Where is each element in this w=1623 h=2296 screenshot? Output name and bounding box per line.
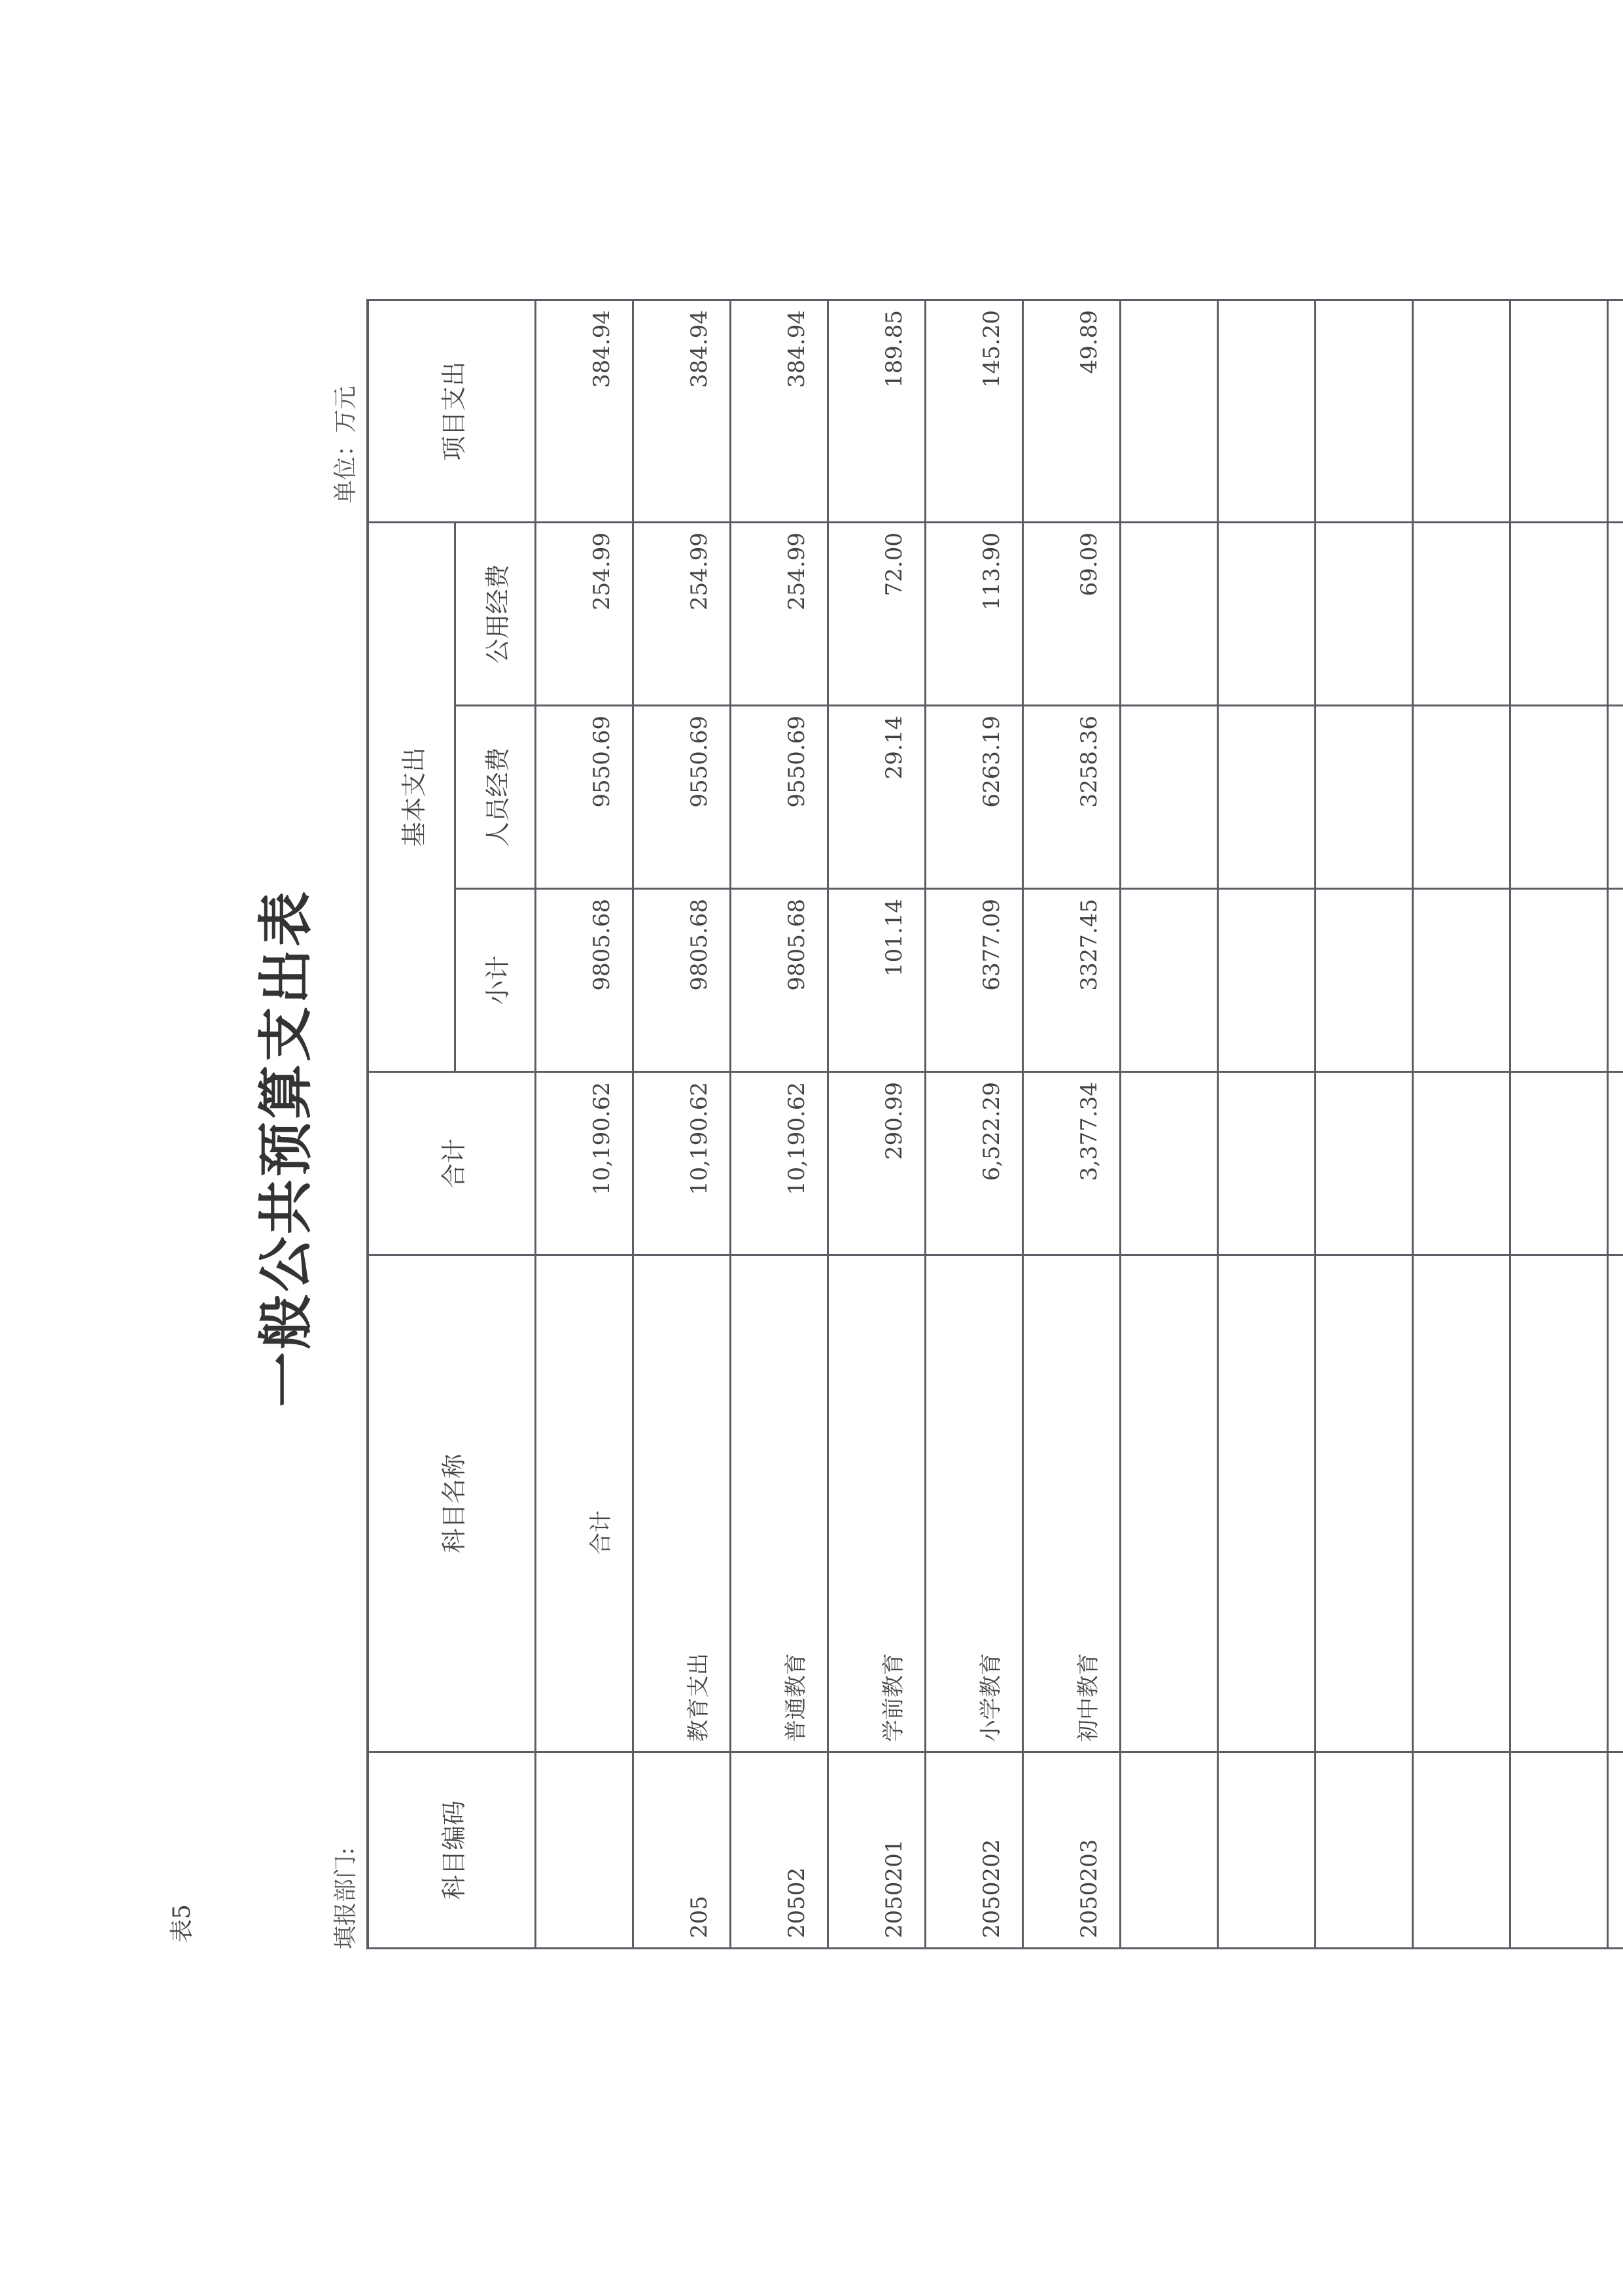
cell-total [1413, 1072, 1510, 1255]
cell-public [1413, 522, 1510, 705]
header-personnel: 人员经费 [455, 706, 536, 889]
cell-personnel [1218, 706, 1316, 889]
cell-project [1608, 300, 1623, 522]
cell-subtotal [1218, 889, 1316, 1072]
cell-total: 10,190.62 [633, 1072, 731, 1255]
cell-public [1218, 522, 1316, 705]
header-project: 项目支出 [368, 300, 536, 522]
cell-total [1510, 1072, 1608, 1255]
cell-subtotal: 6377.09 [926, 889, 1023, 1072]
cell-name [1608, 1255, 1623, 1752]
cell-code [1218, 1752, 1316, 1949]
page-title: 一般公共预算支出表 [253, 889, 318, 1408]
cell-project: 384.94 [633, 300, 731, 522]
budget-table [366, 299, 1623, 1949]
cell-public: 69.09 [1023, 522, 1121, 705]
cell-name: 合计 [536, 1255, 633, 1752]
cell-personnel: 6263.19 [926, 706, 1023, 889]
header-public: 公用经费 [455, 522, 536, 705]
cell-public: 113.90 [926, 522, 1023, 705]
cell-name: 普通教育 [731, 1255, 828, 1752]
cell-code: 205 [633, 1752, 731, 1949]
cell-name [1316, 1255, 1413, 1752]
header-name: 科目名称 [368, 1255, 536, 1752]
cell-project [1316, 300, 1413, 522]
cell-code: 2050201 [828, 1752, 926, 1949]
cell-personnel: 29.14 [828, 706, 926, 889]
cell-project: 189.85 [828, 300, 926, 522]
cell-public [1316, 522, 1413, 705]
cell-subtotal [1413, 889, 1510, 1072]
cell-total [1121, 1072, 1218, 1255]
cell-project [1413, 300, 1510, 522]
cell-name: 学前教育 [828, 1255, 926, 1752]
cell-personnel: 9550.69 [536, 706, 633, 889]
cell-personnel: 3258.36 [1023, 706, 1121, 889]
cell-name [1510, 1255, 1608, 1752]
cell-project: 384.94 [731, 300, 828, 522]
cell-subtotal: 3327.45 [1023, 889, 1121, 1072]
table-row [1413, 300, 1510, 1948]
cell-public [1510, 522, 1608, 705]
cell-project [1121, 300, 1218, 522]
cell-name [1121, 1255, 1218, 1752]
cell-personnel [1413, 706, 1510, 889]
cell-subtotal [1510, 889, 1608, 1072]
table-row [731, 300, 828, 1948]
table-row [1608, 300, 1623, 1948]
header-total: 合计 [368, 1072, 536, 1255]
cell-subtotal: 9805.68 [633, 889, 731, 1072]
cell-name [1218, 1255, 1316, 1752]
unit-label: 单位：万元 [332, 385, 359, 504]
cell-total: 10,190.62 [536, 1072, 633, 1255]
cell-personnel: 9550.69 [633, 706, 731, 889]
cell-total: 10,190.62 [731, 1072, 828, 1255]
cell-subtotal [1121, 889, 1218, 1072]
cell-total: 6,522.29 [926, 1072, 1023, 1255]
cell-total [1218, 1072, 1316, 1255]
cell-total [1316, 1072, 1413, 1255]
cell-name: 初中教育 [1023, 1255, 1121, 1752]
table-row [633, 300, 731, 1948]
cell-code [1510, 1752, 1608, 1949]
cell-code [1608, 1752, 1623, 1949]
cell-project: 145.20 [926, 300, 1023, 522]
table-row [1023, 300, 1121, 1948]
cell-subtotal [1316, 889, 1413, 1072]
header-basic: 基本支出 [368, 522, 455, 1071]
cell-total: 3,377.34 [1023, 1072, 1121, 1255]
table-body [536, 300, 1623, 1948]
cell-project [1218, 300, 1316, 522]
cell-public: 254.99 [536, 522, 633, 705]
cell-total: 290.99 [828, 1072, 926, 1255]
cell-name [1413, 1255, 1510, 1752]
cell-personnel: 9550.69 [731, 706, 828, 889]
cell-code: 2050203 [1023, 1752, 1121, 1949]
table-row [1218, 300, 1316, 1948]
cell-code [536, 1752, 633, 1949]
cell-public [1608, 522, 1623, 705]
table-number: 表5 [169, 1904, 196, 1943]
cell-code: 20502 [731, 1752, 828, 1949]
cell-personnel [1510, 706, 1608, 889]
header-code: 科目编码 [368, 1752, 536, 1949]
table-row [1510, 300, 1608, 1948]
cell-code [1316, 1752, 1413, 1949]
cell-public: 254.99 [633, 522, 731, 705]
cell-subtotal: 9805.68 [536, 889, 633, 1072]
table-row [536, 300, 633, 1948]
cell-code: 2050202 [926, 1752, 1023, 1949]
cell-public: 72.00 [828, 522, 926, 705]
table-row [926, 300, 1023, 1948]
cell-project [1510, 300, 1608, 522]
cell-subtotal: 101.14 [828, 889, 926, 1072]
cell-project: 384.94 [536, 300, 633, 522]
cell-personnel [1608, 706, 1623, 889]
cell-code [1121, 1752, 1218, 1949]
table-row [828, 300, 926, 1948]
table-row [1316, 300, 1413, 1948]
cell-personnel [1316, 706, 1413, 889]
cell-name: 小学教育 [926, 1255, 1023, 1752]
cell-code [1413, 1752, 1510, 1949]
cell-subtotal: 9805.68 [731, 889, 828, 1072]
cell-personnel [1121, 706, 1218, 889]
department-label: 填报部门: [332, 1847, 359, 1949]
cell-public: 254.99 [731, 522, 828, 705]
header-subtotal: 小计 [455, 889, 536, 1072]
cell-public [1121, 522, 1218, 705]
cell-project: 49.89 [1023, 300, 1121, 522]
cell-total [1608, 1072, 1623, 1255]
table-row [1121, 300, 1218, 1948]
cell-name: 教育支出 [633, 1255, 731, 1752]
cell-subtotal [1608, 889, 1623, 1072]
